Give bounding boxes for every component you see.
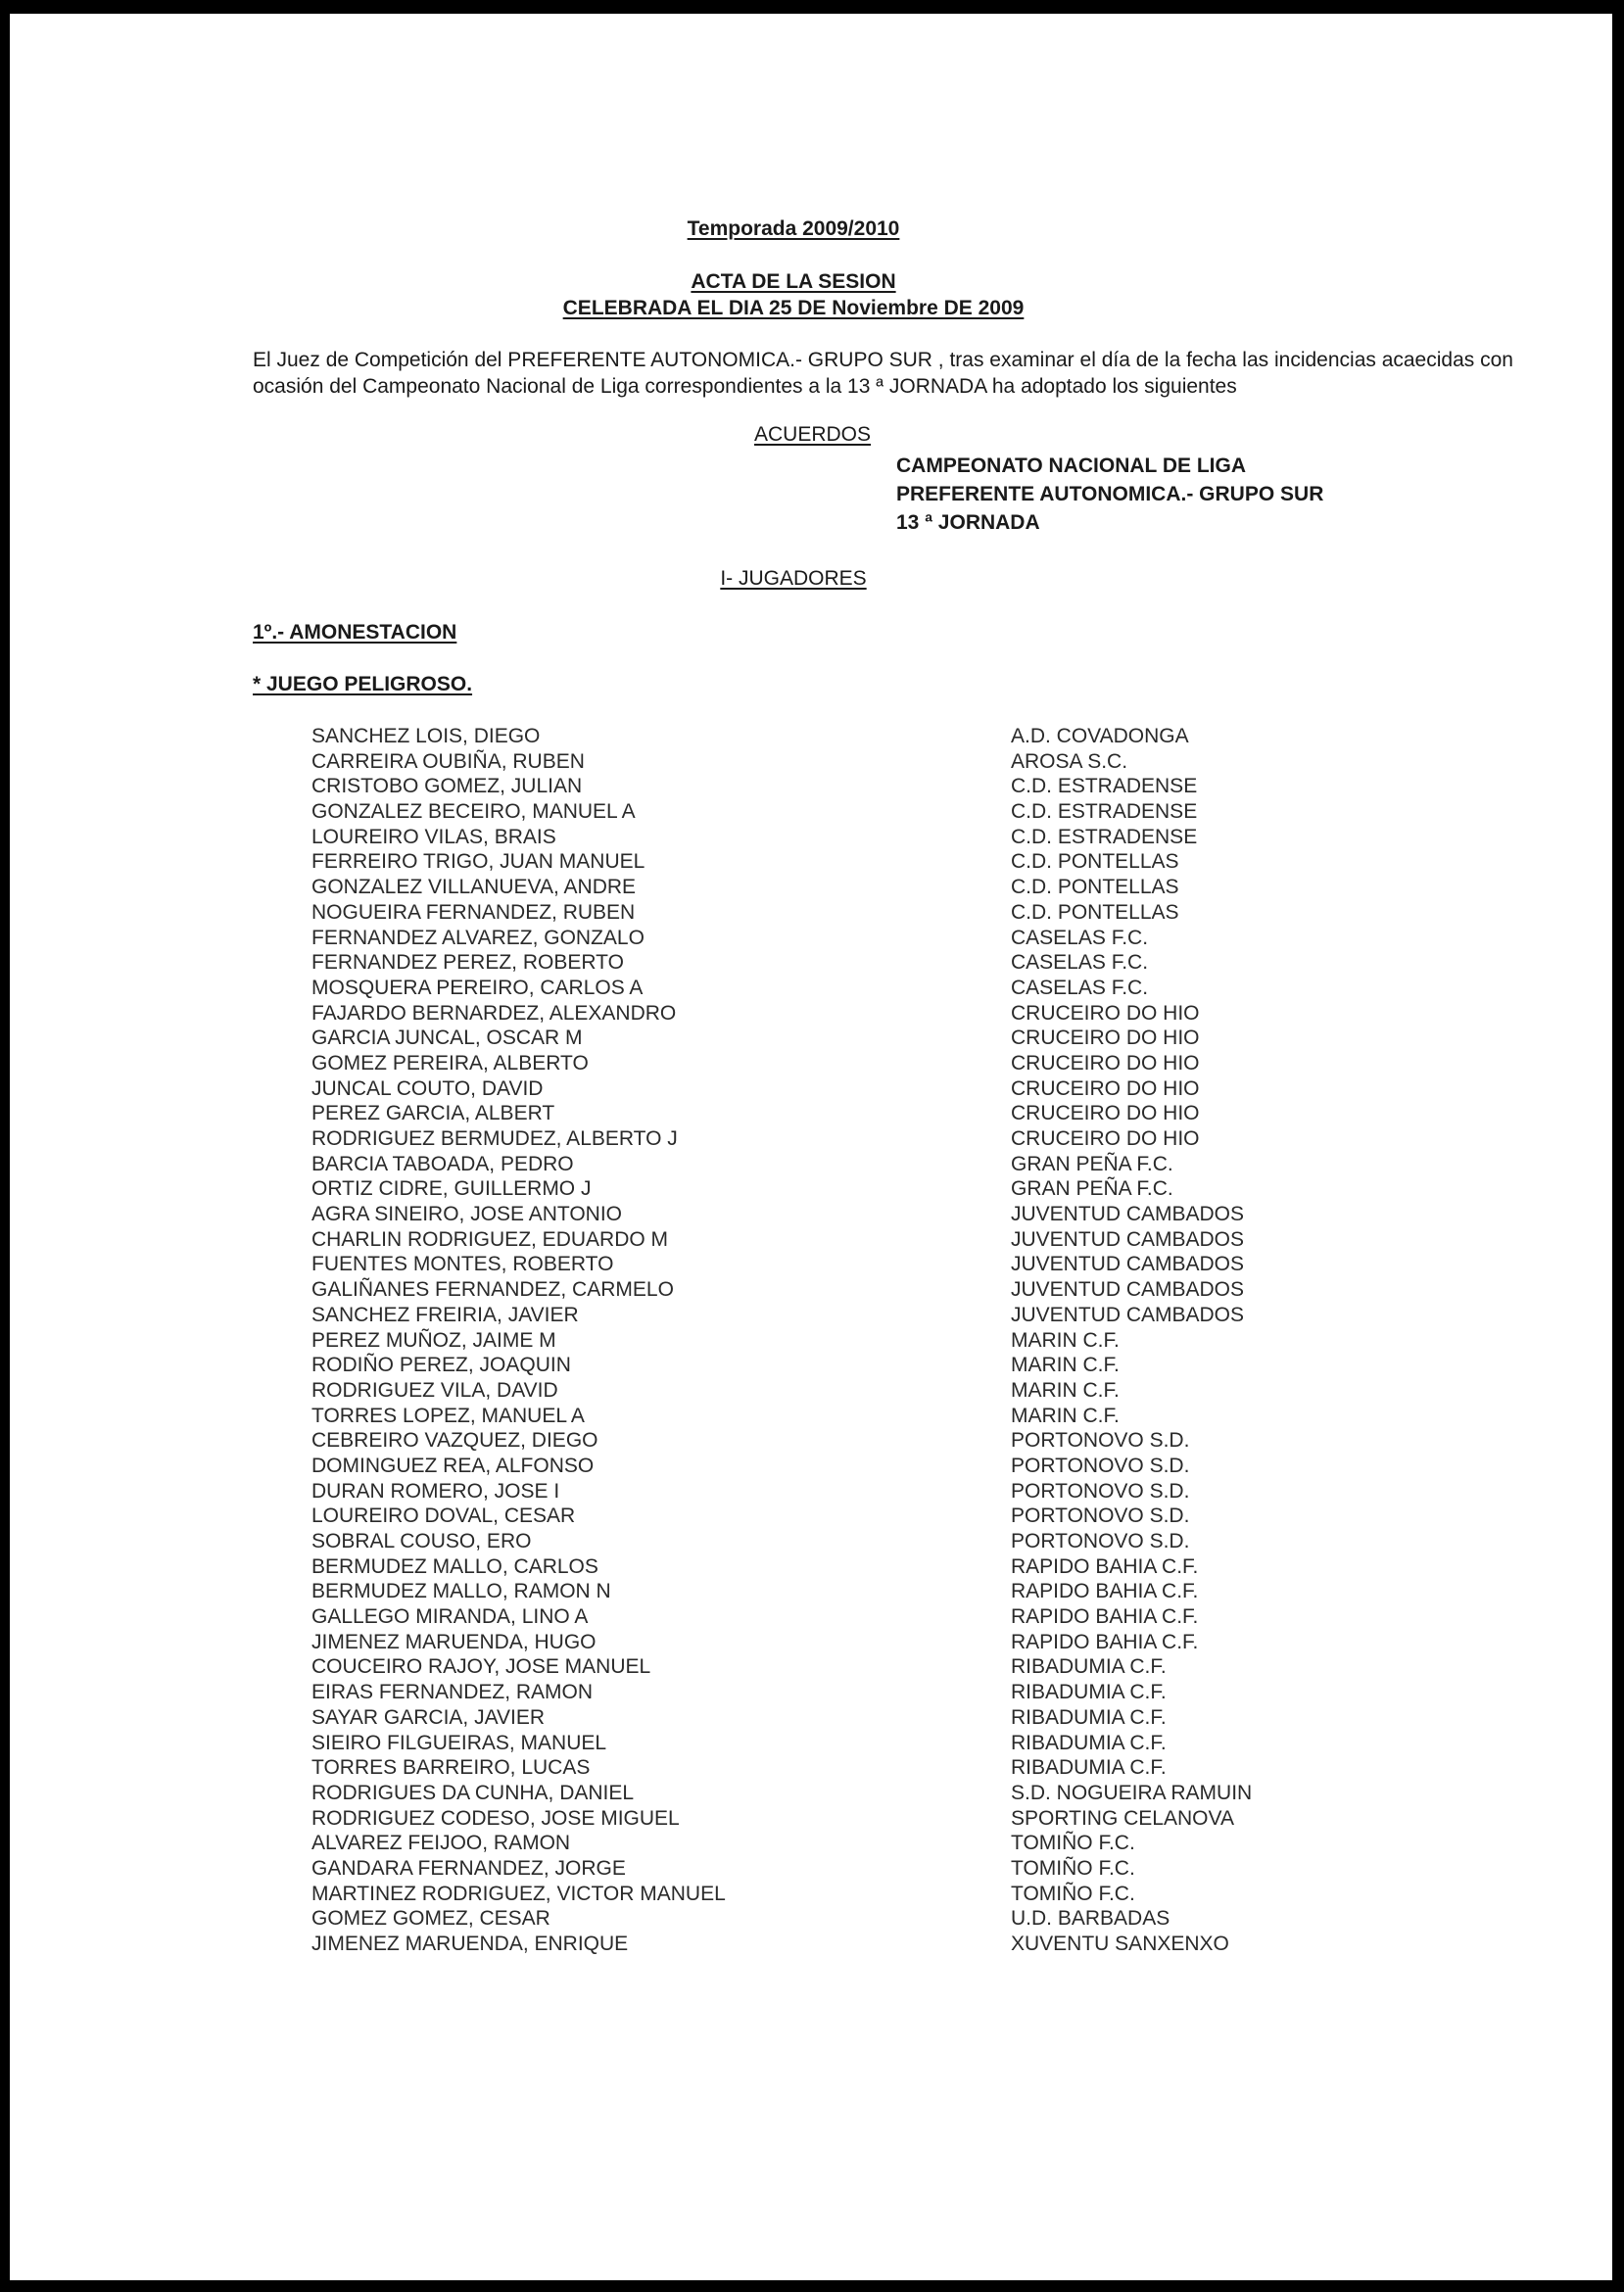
player-name: JIMENEZ MARUENDA, HUGO xyxy=(311,1630,597,1653)
player-club: GRAN PEÑA F.C. xyxy=(1011,1152,1173,1175)
championship-name: CAMPEONATO NACIONAL DE LIGA xyxy=(896,454,1247,477)
player-name: SANCHEZ FREIRIA, JAVIER xyxy=(311,1303,579,1326)
player-club: CRUCEIRO DO HIO xyxy=(1011,1001,1200,1025)
player-row xyxy=(311,1051,1291,1076)
player-row xyxy=(311,1806,1291,1832)
player-row xyxy=(311,1176,1291,1202)
category-title: * JUEGO PELIGROSO. xyxy=(253,673,473,695)
player-row xyxy=(311,1856,1291,1882)
player-name: PEREZ GARCIA, ALBERT xyxy=(311,1102,555,1125)
player-club: MARIN C.F. xyxy=(1011,1354,1120,1377)
player-club: MARIN C.F. xyxy=(1011,1328,1120,1352)
player-club: JUVENTUD CAMBADOS xyxy=(1011,1203,1245,1226)
player-row xyxy=(311,1001,1291,1027)
player-club: RAPIDO BAHIA C.F. xyxy=(1011,1605,1199,1629)
player-club: TOMIÑO F.C. xyxy=(1011,1832,1135,1855)
player-club: PORTONOVO S.D. xyxy=(1011,1504,1190,1528)
player-row xyxy=(311,799,1291,825)
player-name: SOBRAL COUSO, ERO xyxy=(311,1530,532,1552)
player-row xyxy=(311,976,1291,1001)
player-club: PORTONOVO S.D. xyxy=(1011,1454,1190,1477)
player-club: JUVENTUD CAMBADOS xyxy=(1011,1227,1245,1251)
player-row xyxy=(311,1705,1291,1731)
player-name: COUCEIRO RAJOY, JOSE MANUEL xyxy=(311,1655,651,1679)
player-row xyxy=(311,1554,1291,1580)
player-row xyxy=(311,1026,1291,1051)
player-name: RODRIGUEZ VILA, DAVID xyxy=(311,1378,558,1402)
player-club: CASELAS F.C. xyxy=(1011,951,1149,975)
player-name: LOUREIRO VILAS, BRAIS xyxy=(311,825,556,848)
player-club: S.D. NOGUEIRA RAMUIN xyxy=(1011,1781,1253,1804)
player-club: RIBADUMIA C.F. xyxy=(1011,1681,1167,1704)
player-row xyxy=(311,1731,1291,1756)
season-title: Temporada 2009/2010 xyxy=(687,217,900,240)
player-row xyxy=(311,1378,1291,1404)
player-name: BERMUDEZ MALLO, RAMON N xyxy=(311,1580,611,1603)
player-name: CHARLIN RODRIGUEZ, EDUARDO M xyxy=(311,1227,669,1251)
player-row xyxy=(311,849,1291,875)
player-row xyxy=(311,774,1291,799)
player-club: CRUCEIRO DO HIO xyxy=(1011,1102,1200,1125)
player-name: AGRA SINEIRO, JOSE ANTONIO xyxy=(311,1203,623,1226)
player-row xyxy=(311,950,1291,976)
player-row xyxy=(311,1755,1291,1781)
player-club: TOMIÑO F.C. xyxy=(1011,1882,1135,1905)
player-name: SAYAR GARCIA, JAVIER xyxy=(311,1705,546,1729)
player-name: BERMUDEZ MALLO, CARLOS xyxy=(311,1554,598,1578)
championship-round: 13 ª JORNADA xyxy=(896,511,1040,534)
player-row xyxy=(311,1529,1291,1554)
player-row xyxy=(311,1101,1291,1126)
player-name: GALIÑANES FERNANDEZ, CARMELO xyxy=(311,1278,674,1302)
player-row xyxy=(311,1303,1291,1328)
player-club: GRAN PEÑA F.C. xyxy=(1011,1177,1173,1201)
player-name: RODIÑO PEREZ, JOAQUIN xyxy=(311,1354,571,1377)
player-row xyxy=(311,1882,1291,1907)
player-name: FERNANDEZ PEREZ, ROBERTO xyxy=(311,951,624,975)
player-name: FUENTES MONTES, ROBERTO xyxy=(311,1253,614,1276)
player-row xyxy=(311,1781,1291,1806)
player-name: GONZALEZ BECEIRO, MANUEL A xyxy=(311,800,636,824)
player-club: RAPIDO BAHIA C.F. xyxy=(1011,1554,1199,1578)
championship-group: PREFERENTE AUTONOMICA.- GRUPO SUR xyxy=(896,483,1324,505)
player-name: NOGUEIRA FERNANDEZ, RUBEN xyxy=(311,900,636,924)
player-club: C.D. ESTRADENSE xyxy=(1011,825,1198,848)
player-club: JUVENTUD CAMBADOS xyxy=(1011,1303,1245,1326)
player-row xyxy=(311,1404,1291,1429)
player-row xyxy=(311,1932,1291,1957)
player-name: CEBREIRO VAZQUEZ, DIEGO xyxy=(311,1429,598,1453)
player-name: CARREIRA OUBIÑA, RUBEN xyxy=(311,749,585,773)
player-name: DURAN ROMERO, JOSE I xyxy=(311,1479,560,1503)
player-name: ALVAREZ FEIJOO, RAMON xyxy=(311,1832,571,1855)
player-row xyxy=(311,1654,1291,1680)
player-club: MARIN C.F. xyxy=(1011,1404,1120,1427)
player-row xyxy=(311,875,1291,900)
player-row xyxy=(311,1277,1291,1303)
player-club: XUVENTU SANXENXO xyxy=(1011,1933,1229,1955)
player-club: RIBADUMIA C.F. xyxy=(1011,1731,1167,1754)
player-row xyxy=(311,1252,1291,1277)
player-row xyxy=(311,1076,1291,1102)
player-name: LOUREIRO DOVAL, CESAR xyxy=(311,1504,576,1528)
player-club: C.D. PONTELLAS xyxy=(1011,900,1179,924)
player-row xyxy=(311,749,1291,775)
player-name: SANCHEZ LOIS, DIEGO xyxy=(311,725,541,747)
player-club: AROSA S.C. xyxy=(1011,749,1128,773)
player-row xyxy=(311,1202,1291,1227)
player-row xyxy=(311,825,1291,850)
player-club: CRUCEIRO DO HIO xyxy=(1011,1027,1200,1050)
player-club: RIBADUMIA C.F. xyxy=(1011,1756,1167,1780)
player-row xyxy=(311,900,1291,926)
player-club: CASELAS F.C. xyxy=(1011,976,1149,999)
player-row xyxy=(311,1428,1291,1454)
player-club: JUVENTUD CAMBADOS xyxy=(1011,1253,1245,1276)
player-name: FAJARDO BERNARDEZ, ALEXANDRO xyxy=(311,1001,677,1025)
player-club: PORTONOVO S.D. xyxy=(1011,1530,1190,1552)
player-name: SIEIRO FILGUEIRAS, MANUEL xyxy=(311,1731,607,1754)
player-club: C.D. ESTRADENSE xyxy=(1011,800,1198,824)
player-name: EIRAS FERNANDEZ, RAMON xyxy=(311,1681,594,1704)
championship-block xyxy=(896,452,1323,537)
player-row xyxy=(311,1353,1291,1378)
player-row xyxy=(311,1579,1291,1604)
player-row xyxy=(311,724,1291,749)
player-club: RIBADUMIA C.F. xyxy=(1011,1655,1167,1679)
player-club: CASELAS F.C. xyxy=(1011,926,1149,949)
player-row xyxy=(311,1479,1291,1504)
player-club: SPORTING CELANOVA xyxy=(1011,1806,1234,1830)
player-club: C.D. PONTELLAS xyxy=(1011,850,1179,874)
player-name: MOSQUERA PEREIRO, CARLOS A xyxy=(311,976,644,999)
player-club: CRUCEIRO DO HIO xyxy=(1011,1051,1200,1074)
player-club: RIBADUMIA C.F. xyxy=(1011,1705,1167,1729)
player-name: ORTIZ CIDRE, GUILLERMO J xyxy=(311,1177,592,1201)
player-name: FERNANDEZ ALVAREZ, GONZALO xyxy=(311,926,645,949)
player-name: DOMINGUEZ REA, ALFONSO xyxy=(311,1454,595,1477)
player-name: FERREIRO TRIGO, JUAN MANUEL xyxy=(311,850,645,874)
player-club: A.D. COVADONGA xyxy=(1011,725,1189,747)
player-name: JUNCAL COUTO, DAVID xyxy=(311,1076,544,1100)
acta-title: ACTA DE LA SESION xyxy=(691,270,896,293)
player-name: GARCIA JUNCAL, OSCAR M xyxy=(311,1027,583,1050)
session-date: CELEBRADA EL DIA 25 DE Noviembre DE 2009 xyxy=(562,297,1025,319)
player-name: RODRIGUES DA CUNHA, DANIEL xyxy=(311,1781,635,1804)
player-row xyxy=(311,1328,1291,1354)
player-name: TORRES BARREIRO, LUCAS xyxy=(311,1756,591,1780)
player-name: GANDARA FERNANDEZ, JORGE xyxy=(311,1856,626,1880)
player-name: BARCIA TABOADA, PEDRO xyxy=(311,1152,574,1175)
player-club: TOMIÑO F.C. xyxy=(1011,1856,1135,1880)
player-name: RODRIGUEZ CODESO, JOSE MIGUEL xyxy=(311,1806,680,1830)
player-row xyxy=(311,1680,1291,1705)
player-club: MARIN C.F. xyxy=(1011,1378,1120,1402)
intro-paragraph: El Juez de Competición del PREFERENTE AUTONOMICA.- GRUPO SUR , tras examinar el día de la fecha las incidencias acaecidas con ocasión del Campeonato Nacional de Liga correspondientes a la 13 ª JORNADA ha adoptado los siguientes xyxy=(253,349,1513,398)
player-name: GONZALEZ VILLANUEVA, ANDRE xyxy=(311,876,637,899)
player-club: JUVENTUD CAMBADOS xyxy=(1011,1278,1245,1302)
player-club: CRUCEIRO DO HIO xyxy=(1011,1127,1200,1150)
player-club: PORTONOVO S.D. xyxy=(1011,1429,1190,1453)
player-name: JIMENEZ MARUENDA, ENRIQUE xyxy=(311,1933,629,1955)
player-row xyxy=(311,1454,1291,1479)
player-name: RODRIGUEZ BERMUDEZ, ALBERTO J xyxy=(311,1127,678,1150)
player-club: CRUCEIRO DO HIO xyxy=(1011,1076,1200,1100)
section-title: I- JUGADORES xyxy=(720,567,867,590)
player-row xyxy=(311,926,1291,951)
player-name: PEREZ MUÑOZ, JAIME M xyxy=(311,1328,556,1352)
player-row xyxy=(311,1831,1291,1856)
player-row xyxy=(311,1126,1291,1152)
player-name: TORRES LOPEZ, MANUEL A xyxy=(311,1404,585,1427)
player-club: PORTONOVO S.D. xyxy=(1011,1479,1190,1503)
subsection-title: 1º.- AMONESTACION xyxy=(253,621,457,644)
player-row xyxy=(311,1906,1291,1932)
player-club: U.D. BARBADAS xyxy=(1011,1907,1170,1931)
player-name: CRISTOBO GOMEZ, JULIAN xyxy=(311,775,583,798)
player-name: GOMEZ PEREIRA, ALBERTO xyxy=(311,1051,589,1074)
player-club: RAPIDO BAHIA C.F. xyxy=(1011,1580,1199,1603)
player-name: GOMEZ GOMEZ, CESAR xyxy=(311,1907,550,1931)
player-list xyxy=(311,724,1291,1957)
player-row xyxy=(311,1604,1291,1630)
player-row xyxy=(311,1152,1291,1177)
player-row xyxy=(311,1504,1291,1529)
player-row xyxy=(311,1630,1291,1655)
player-club: RAPIDO BAHIA C.F. xyxy=(1011,1630,1199,1653)
player-name: GALLEGO MIRANDA, LINO A xyxy=(311,1605,589,1629)
player-name: MARTINEZ RODRIGUEZ, VICTOR MANUEL xyxy=(311,1882,726,1905)
player-row xyxy=(311,1227,1291,1253)
player-club: C.D. PONTELLAS xyxy=(1011,876,1179,899)
document-page xyxy=(10,14,1612,2280)
acuerdos-heading: ACUERDOS xyxy=(754,423,872,446)
player-club: C.D. ESTRADENSE xyxy=(1011,775,1198,798)
